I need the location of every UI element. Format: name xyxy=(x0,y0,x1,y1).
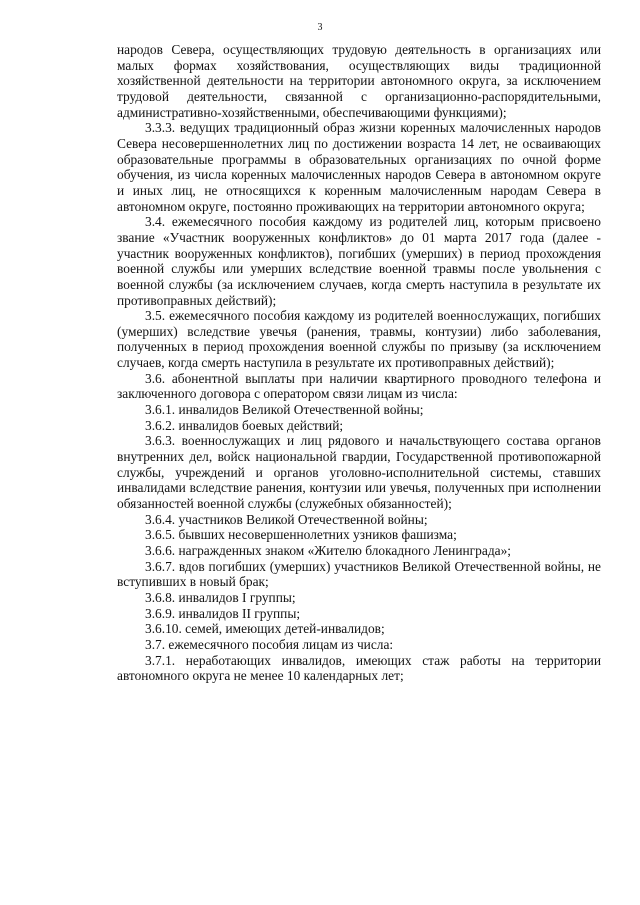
paragraph-3-6-2: 3.6.2. инвалидов боевых действий; xyxy=(145,417,344,433)
document-body xyxy=(117,42,601,684)
paragraph-3-6-10: 3.6.10. семей, имеющих детей-инвалидов; xyxy=(145,621,385,637)
paragraph-3-6-6: 3.6.6. награжденных знаком «Жителю блокадного Ленинграда»; xyxy=(145,543,511,558)
page-number: 3 xyxy=(317,22,323,33)
paragraph-3-6-4: 3.6.4. участников Великой Отечественной войны; xyxy=(145,511,428,527)
paragraph-3-6: 3.6. абонентной выплаты при наличии квартирного проводного телефона и заключенного договора с оператором связи лицам из числа: xyxy=(117,370,601,402)
paragraph-3-6-3: 3.6.3. военнослужащих и лиц рядового и начальствующего состава органов внутренних дел, войск национальной гвардии, Государственной противопожарной службы, учреждений и органов уголовно-исполнительной системы, ставших инвалидами вследствие ранения, контузии или увечья, полученных при исполнении обязанностей военной службы (служебных обязанностей); xyxy=(117,433,601,512)
paragraph-3-3-3: 3.3.3. ведущих традиционный образ жизни коренных малочисленных народов Севера несовершеннолетних лиц по достижении возраста 14 лет, не осваивающих образовательные программы в образовательных организациях по очной форме обучения, из числа коренных малочисленных народов Севера в автономном округе и иных лиц, не относящихся к коренным малочисленным народам Севера в автономном округе, постоянно проживающих на территории автономного округа; xyxy=(117,120,601,214)
paragraph-3-6-5: 3.6.5. бывших несовершеннолетних узников фашизма; xyxy=(145,527,457,543)
paragraph-3-6-7: 3.6.7. вдов погибших (умерших) участников Великой Отечественной войны, не вступивших в новый брак; xyxy=(117,558,601,590)
paragraph-3-6-1: 3.6.1. инвалидов Великой Отечественной войны; xyxy=(145,402,424,418)
paragraph-3-7: 3.7. ежемесячного пособия лицам из числа: xyxy=(145,636,394,652)
paragraph-3-5: 3.5. ежемесячного пособия каждому из родителей военнослужащих, погибших (умерших) вследствие увечья (ранения, травмы, контузии) либо заболевания, полученных в период прохождения военной службы по призыву (за исключением случаев, когда смерть наступила в результате их противоправных действий); xyxy=(117,308,601,371)
paragraph-3-7-1: 3.7.1. неработающих инвалидов, имеющих стаж работы на территории автономного округа не менее 10 календарных лет; xyxy=(117,652,601,684)
paragraph-3-6-8: 3.6.8. инвалидов I группы; xyxy=(145,589,296,605)
paragraph-3-6-9: 3.6.9. инвалидов II группы; xyxy=(145,605,301,621)
paragraph-continuation: народов Севера, осуществляющих трудовую деятельность в организациях или малых формах хозяйствования, осуществляющих виды традиционной хозяйственной деятельности на территории автономного округа, за исключением трудовой деятельности, связанной с организационно-распорядительными, административно-хозяйственными, обеспечивающими функциями); xyxy=(117,42,601,120)
paragraph-3-4: 3.4. ежемесячного пособия каждому из родителей лиц, которым присвоено звание «Участник вооруженных конфликтов» до 01 марта 2017 года (далее - участник вооруженных конфликтов), погибших (умерших) в период прохождения военной службы или умерших вследствие военной травмы после увольнения с военной службы (за исключением случаев, когда смерть наступила в результате их противоправных действий); xyxy=(117,214,601,308)
